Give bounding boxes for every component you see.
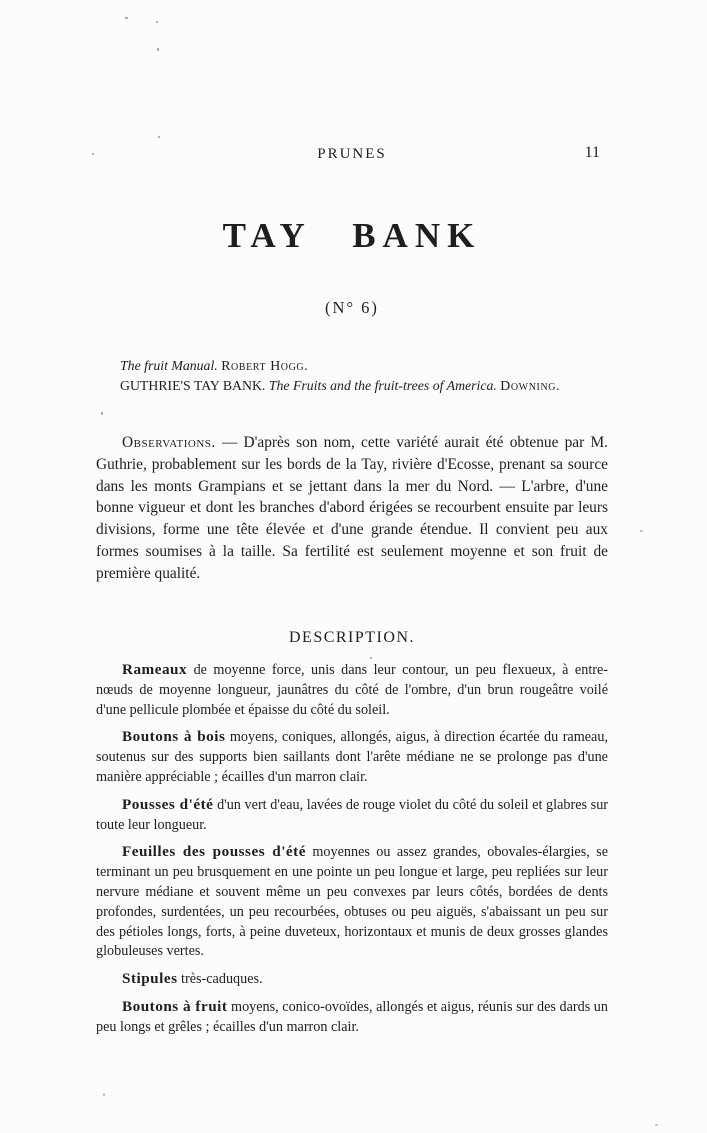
description-term: Rameaux <box>122 661 188 678</box>
scan-speck <box>156 21 158 23</box>
description-term: Boutons à fruit <box>122 997 228 1015</box>
description-item-boutons-a-bois <box>96 727 608 787</box>
variety-number: (N° 6) <box>325 298 379 317</box>
scan-speck <box>92 153 94 155</box>
scan-speck <box>370 657 372 659</box>
description-text: de moyenne force, unis dans leur contour, un peu flexueux, à entre-nœuds de moyenne longueur, jaunâtres du côté de l'ombre, d'un brun rougeâtre voilé d'une pellicule plombée et épaisse du côté du soleil. <box>96 662 609 718</box>
reference-work-title: The Fruits and the fruit-trees of America. <box>268 377 497 393</box>
description-text: moyens, coniques, allongés, aigus, à direction écartée du rameau, soutenus sur des supports bien saillants dont l'arête médiane ne se prolonge pas d'une manière appréciable ; écailles d'un marron clair. <box>96 729 608 785</box>
description-term: Stipules <box>122 970 178 988</box>
description-text: moyennes ou assez grandes, obovales-élargies, se terminant un peu brusquement en une pointe un peu longue et large, peu repliées sur leur nervure médiane et souvent même un peu convexes par leurs côtés, bordées de dents profondes, surdentées, un peu recourbées, obtuses ou peu aiguës, s'abaissant un peu sur des pétioles longs, forts, à peine duveteux, horizontaux et munis de deux grosses glandes globuleuses vertes. <box>96 844 608 960</box>
description-item-stipules <box>96 969 608 990</box>
scan-speck <box>103 1093 105 1096</box>
description-text: très-caduques. <box>181 971 263 988</box>
bibliographic-references <box>120 356 612 395</box>
description-item-rameaux <box>96 660 608 720</box>
description-text: moyens, conico-ovoïdes, allongés et aigus, réunis sur des dards un peu longs et grêles ; écailles d'un marron clair. <box>96 998 608 1035</box>
reference-line-1 <box>120 356 612 376</box>
scan-speck <box>158 136 160 138</box>
description-text: d'un vert d'eau, lavées de rouge violet du côté du soleil et glabres sur toute leur longueur. <box>96 796 609 833</box>
variety-title: TAY BANK <box>222 216 482 255</box>
description-item-feuilles <box>96 842 608 962</box>
description-term: Feuilles des pousses d'été <box>122 843 306 861</box>
reference-synonym-name: GUTHRIE'S TAY BANK. <box>120 377 266 393</box>
running-head-section: PRUNES <box>317 146 387 162</box>
observations-text: — D'après son nom, cette variété aurait été obtenue par M. Guthrie, probablement sur les bords de la Tay, rivière d'Ecosse, prenant sa source dans les monts Grampians et se jettant dans la mer du Nord. — L'arbre, d'une bonne vigueur et dont les branches d'abord érigées se recourbent ensuite par leurs divisions, forme une tête élevée et d'une grande étendue. Il convient peu aux formes soumises à la taille. Sa fertilité est seulement moyenne et son fruit de première qualité. <box>96 434 608 582</box>
reference-work-title: The fruit Manual. <box>120 358 218 373</box>
description-term: Boutons à bois <box>122 728 226 746</box>
scan-speck <box>640 530 643 532</box>
observations-paragraph <box>96 432 608 585</box>
scan-speck <box>655 1124 658 1126</box>
reference-author: Robert Hogg. <box>221 358 309 373</box>
scan-speck <box>101 412 103 415</box>
description-heading: DESCRIPTION. <box>288 629 415 646</box>
description-section <box>96 660 608 1045</box>
reference-line-2 <box>120 376 612 396</box>
description-item-boutons-a-fruit <box>96 997 608 1038</box>
page-number: 11 <box>584 144 600 161</box>
observations-label: Observations. <box>122 434 216 451</box>
scan-speck <box>157 48 159 51</box>
description-term: Pousses d'été <box>122 795 214 813</box>
reference-author: Downing. <box>500 377 561 393</box>
scan-speck <box>125 17 128 19</box>
description-item-pousses-d-ete <box>96 795 608 836</box>
